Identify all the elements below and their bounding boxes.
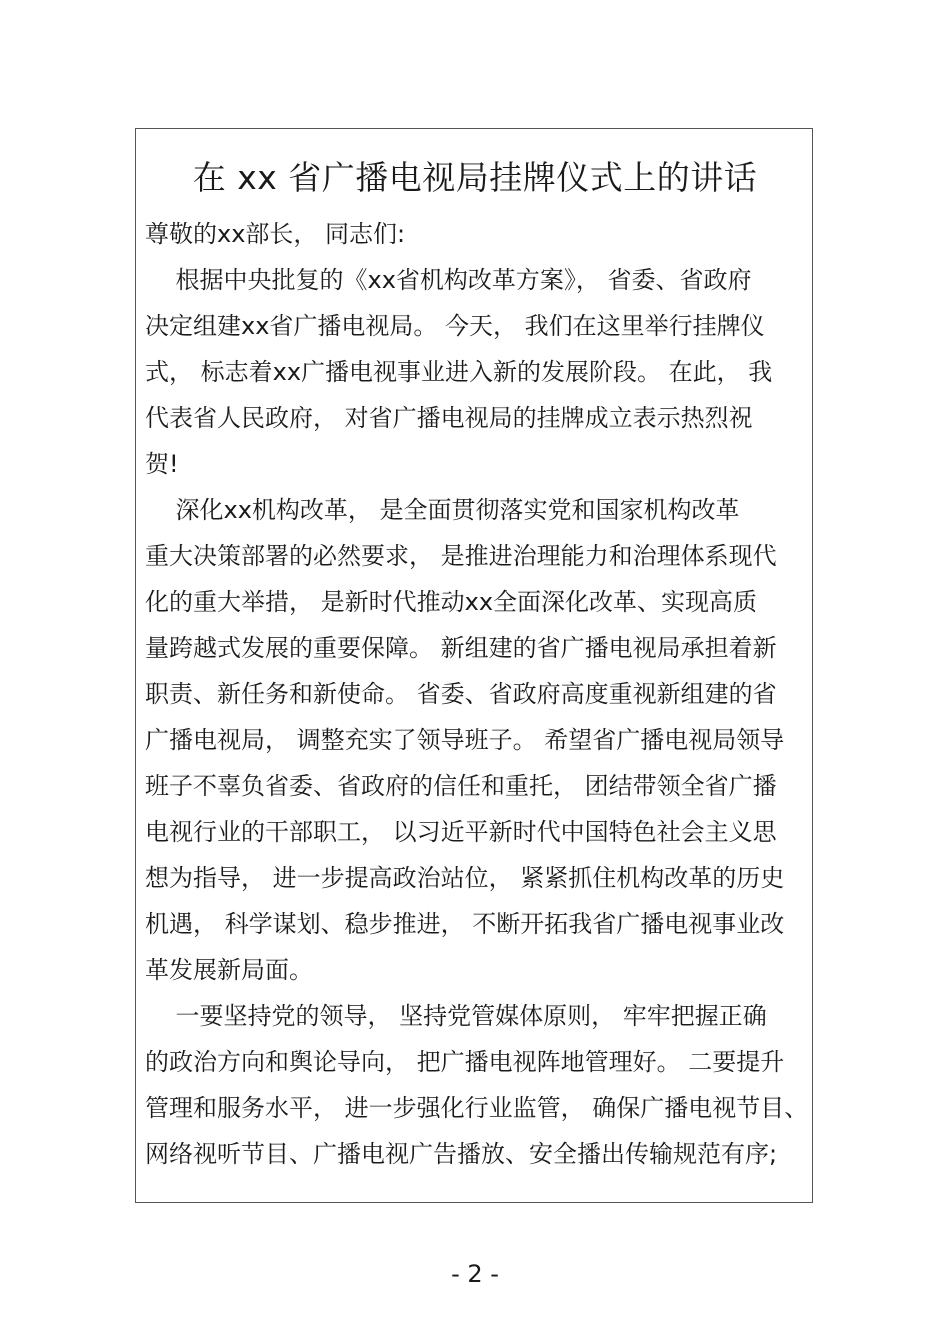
text-line: 机遇， 科学谋划、稳步推进， 不断开拓我省广播电视事业改 [145,910,785,938]
text-line: 根据中央批复的《xx省机构改革方案》， 省委、省政府 [145,266,752,294]
text-line: 职责、新任务和新使命。 省委、省政府高度重视新组建的省 [145,680,777,708]
text-line: 量跨越式发展的重要保障。 新组建的省广播电视局承担着新 [145,634,777,662]
text-line: 化的重大举措， 是新时代推动xx全面深化改革、实现高质 [145,588,758,616]
text-line: 管理和服务水平， 进一步强化行业监管， 确保广播电视节目、 [145,1094,809,1122]
text-line-salutation: 尊敬的xx部长， 同志们: [145,220,406,248]
text-line: 贺! [145,450,179,478]
text-line: 班子不辜负省委、省政府的信任和重托， 团结带领全省广播 [145,772,777,800]
document-title: 在 xx 省广播电视局挂牌仪式上的讲话 [192,158,758,197]
text-line: 网络视听节目、广播电视广告播放、安全播出传输规范有序; [145,1140,778,1168]
text-line: 电视行业的干部职工， 以习近平新时代中国特色社会主义思 [145,818,777,846]
text-line: 重大决策部署的必然要求， 是推进治理能力和治理体系现代 [145,542,777,570]
text-line: 式， 标志着xx广播电视事业进入新的发展阶段。 在此， 我 [145,358,773,386]
text-line: 决定组建xx省广播电视局。 今天， 我们在这里举行挂牌仪 [145,312,765,340]
text-line: 革发展新局面。 [145,956,313,984]
text-line: 代表省人民政府， 对省广播电视局的挂牌成立表示热烈祝 [145,404,753,432]
text-line: 的政治方向和舆论导向， 把广播电视阵地管理好。 二要提升 [145,1048,785,1076]
text-line: 广播电视局， 调整充实了领导班子。 希望省广播电视局领导 [145,726,785,754]
text-line: 深化xx机构改革， 是全面贯彻落实党和国家机构改革 [145,496,740,524]
text-line: 想为指导， 进一步提高政治站位， 紧紧抓住机构改革的历史 [145,864,785,892]
text-line: 一要坚持党的领导， 坚持党管媒体原则， 牢牢把握正确 [145,1002,767,1030]
page-number: - 2 - [451,1260,499,1288]
